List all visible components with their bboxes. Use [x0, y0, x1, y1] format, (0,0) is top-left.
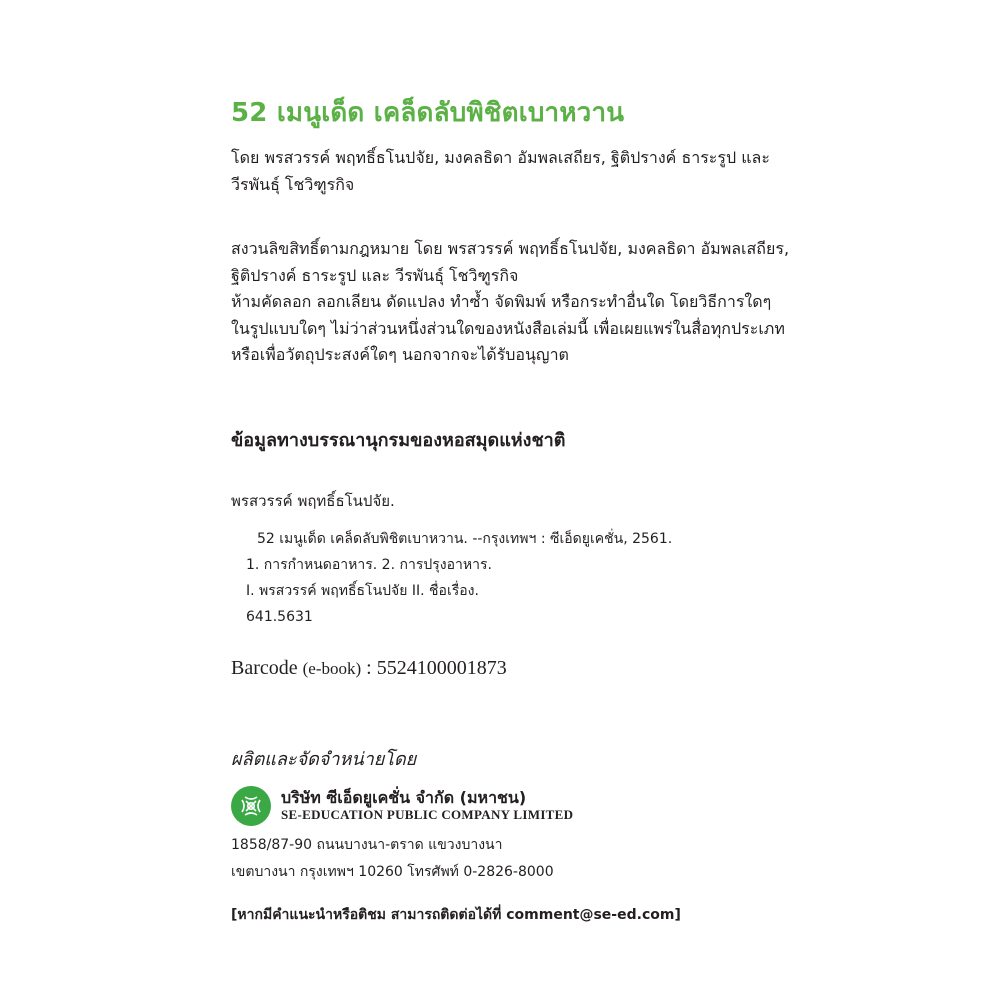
contact-note: [หากมีคำแนะนำหรือติชม สามารถติดต่อได้ที่ comment@se-ed.com] [231, 907, 681, 923]
address-line: 1858/87-90 ถนนบางนา-ตราด แขวงบางนา [231, 837, 503, 853]
copyright-notice [231, 236, 811, 369]
copyright-line: ในรูปแบบใดๆ ไม่ว่าส่วนหนึ่งส่วนใดของหนังสือเล่มนี้ เพื่อเผยแพร่ในสื่อทุกประเภท [231, 318, 785, 338]
book-title: 52 เมนูเด็ด เคล็ดลับพิชิตเบาหวาน [231, 98, 625, 128]
cip-line-subjects: 1. การกำหนดอาหาร. 2. การปรุงอาหาร. [246, 557, 492, 573]
cip-main-entry: พรสวรรค์ พฤทธิ์ธโนปจัย. [231, 492, 395, 510]
publisher-name-thai: บริษัท ซีเอ็ดยูเคชั่น จำกัด (มหาชน) [281, 788, 527, 807]
publisher-address [231, 832, 554, 886]
barcode-label: Barcode [231, 657, 298, 679]
copyright-line: หรือเพื่อวัตถุประสงค์ใดๆ นอกจากจะได้รับอนุญาต [231, 345, 569, 364]
address-line: เขตบางนา กรุงเทพฯ 10260 โทรศัพท์ 0-2826-8000 [231, 864, 554, 880]
copyright-line: ฐิติปรางค์ ธาระรูป และ วีรพันธุ์ โชวิฑูรกิจ [231, 265, 519, 285]
copyright-line: สงวนลิขสิทธิ์ตามกฎหมาย โดย พรสวรรค์ พฤทธิ์ธโนปจัย, มงคลธิดา อัมพลเสถียร, [231, 239, 790, 258]
barcode-separator: : [361, 657, 377, 679]
publisher-block [231, 786, 651, 826]
cip-entry [246, 526, 672, 630]
cip-line-added-entries: I. พรสวรรค์ พฤทธิ์ธโนปจัย II. ชื่อเรื่อง. [246, 583, 479, 599]
publisher-name-english: SE-EDUCATION PUBLIC COMPANY LIMITED [281, 807, 574, 822]
copyright-line: ห้ามคัดลอก ลอกเลียน ดัดแปลง ทำซ้ำ จัดพิมพ์ หรือกระทำอื่นใด โดยวิธีการใดๆ [231, 292, 772, 311]
cip-heading: ข้อมูลทางบรรณานุกรมของหอสมุดแห่งชาติ [231, 430, 566, 451]
cip-line-title: 52 เมนูเด็ด เคล็ดลับพิชิตเบาหวาน. --กรุงเทพฯ : ซีเอ็ดยูเคชั่น, 2561. [257, 531, 673, 547]
produced-by-label: ผลิตและจัดจำหน่ายโดย [231, 749, 417, 770]
authors-line: โดย พรสวรรค์ พฤทธิ์ธโนปจัย, มงคลธิดา อัมพลเสถียร, ฐิติปรางค์ ธาระรูป และ วีรพันธุ์ โชวิฑูรกิจ [231, 148, 770, 194]
barcode-line [231, 657, 507, 680]
barcode-format: (e-book) [302, 659, 362, 678]
cip-line-classification: 641.5631 [246, 609, 313, 625]
se-ed-logo-icon [231, 786, 271, 826]
barcode-number: 5524100001873 [376, 657, 507, 679]
